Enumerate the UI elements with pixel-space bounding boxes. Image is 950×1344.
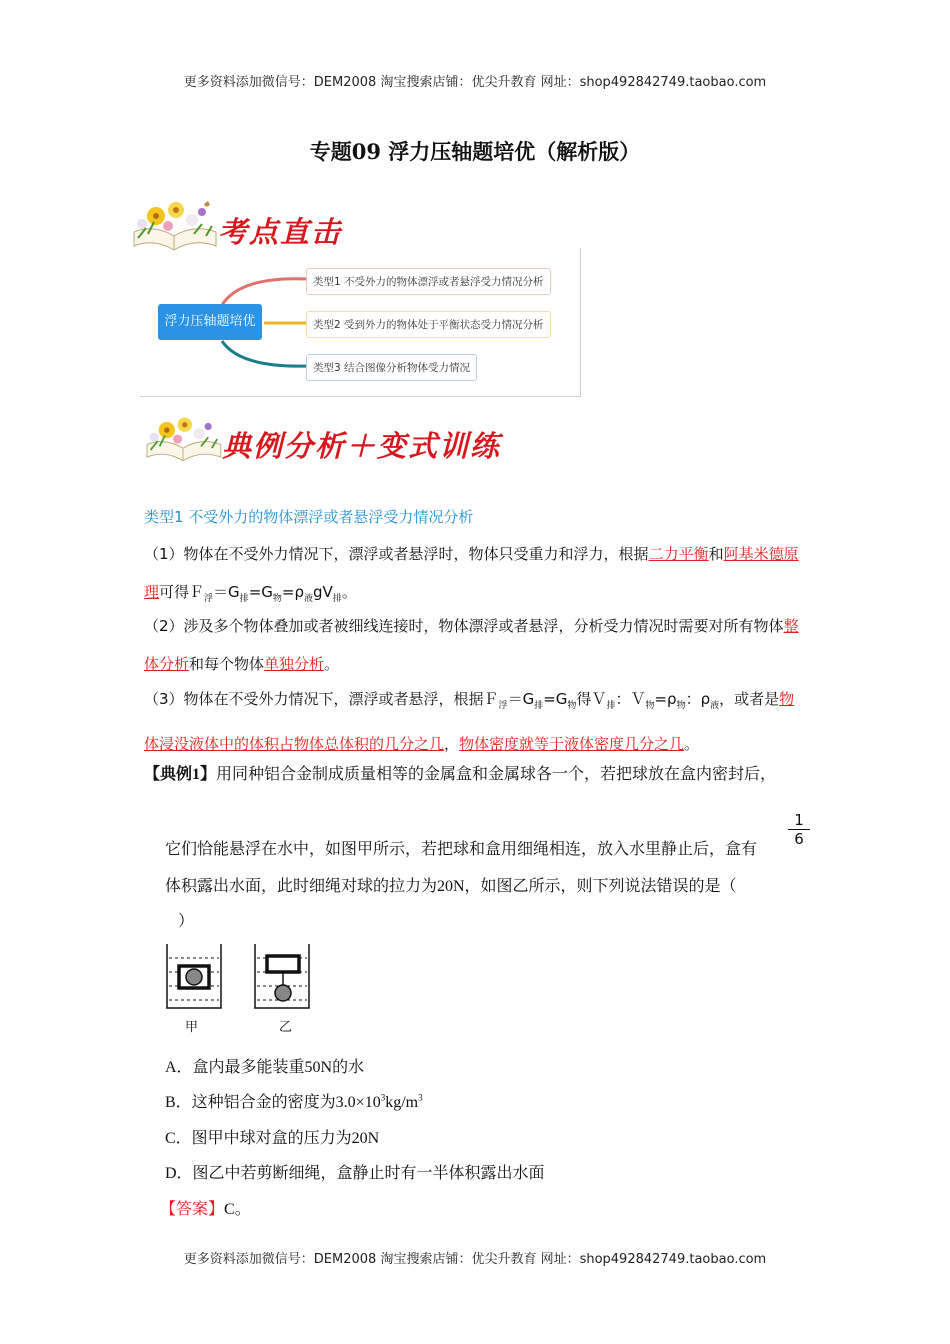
example-line-1: 【典例1】用同种铝合金制成质量相等的金属盒和金属球各一个，若把球放在盒内密封后， (144, 766, 777, 783)
option-c: C．图甲中球对盒的压力为20N (165, 1130, 380, 1147)
page-title: 专题09 浮力压轴题培优（解析版） (309, 139, 641, 164)
page-footer: 更多资料添加微信号：DEM2008 淘宝搜索店铺：优尖升教育 网址：shop492842749.taobao.com (183, 1252, 767, 1267)
section-heading: 类型1 不受外力的物体漂浮或者悬浮受力情况分析 (144, 508, 474, 526)
example-line-4: ） (178, 913, 195, 930)
figure-jia-yi (163, 942, 313, 1037)
paragraph-1: （1）物体在不受外力情况下，漂浮或者悬浮时，物体只受重力和浮力，根据二力平衡和阿基米德原理可得$F_浮=G_排=G_物=\rho_液gV_排$。 (144, 545, 799, 604)
book-flower-icon (138, 412, 228, 468)
option-a: A．盒内最多能装重50N的水 (165, 1059, 365, 1076)
mindmap-branch-line-3 (222, 341, 308, 366)
fraction-one-sixth: 1 6 (788, 811, 810, 848)
banner-title-1: 考点直击 (218, 215, 343, 249)
answer: 【答案】C。 (160, 1201, 251, 1218)
mindmap-branch-1: 类型1 不受外力的物体漂浮或者悬浮受力情况分析 (306, 268, 551, 295)
page-header: 更多资料添加微信号：DEM2008 淘宝搜索店铺：优尖升教育 网址：shop492842749.taobao.com (183, 75, 767, 90)
mindmap-root: 浮力压轴题培优 (158, 304, 262, 340)
banner-title-2: 典例分析＋变式训练 (222, 429, 502, 463)
mindmap (140, 248, 581, 397)
container-yi (255, 944, 309, 1008)
container-jia (167, 944, 221, 1008)
option-b: B．这种铝合金的密度为$3.0\times 10^3kg/m^3$ (165, 1092, 423, 1111)
paragraph-2: （2）涉及多个物体叠加或者被细线连接时，物体漂浮或者悬浮，分析受力情况时需要对所有物体整体分析和每个物体单独分析。 (144, 617, 799, 673)
mindmap-branch-2: 类型2 受到外力的物体处于平衡状态受力情况分析 (306, 311, 551, 338)
paragraph-3: （3）物体在不受外力情况下，漂浮或者悬浮，根据$F_浮=G_排=G_物$得Ｖ$_排$：$V_物=\rho_物$：$\rho_液$，或者是物体浸没液体中的体积占物体总体积的几分之几，物体密度就等于液体密度几分之几。 (144, 690, 795, 753)
example-line-3: 体积露出水面，此时细绳对球的拉力为20N，如图乙所示，则下列说法错误的是（ (165, 878, 737, 895)
mindmap-branch-line-1 (222, 279, 308, 305)
example-line-2: 它们恰能悬浮在水中，如图甲所示，若把球和盒用细绳相连，放入水里静止后，盒有 (165, 841, 758, 858)
option-d: D．图乙中若剪断细绳，盒静止时有一半体积露出水面 (165, 1165, 545, 1182)
mindmap-branch-3: 类型3 结合图像分析物体受力情况 (306, 354, 477, 381)
figure-label-jia: 甲 (185, 1020, 199, 1035)
figure-label-yi: 乙 (279, 1020, 293, 1035)
